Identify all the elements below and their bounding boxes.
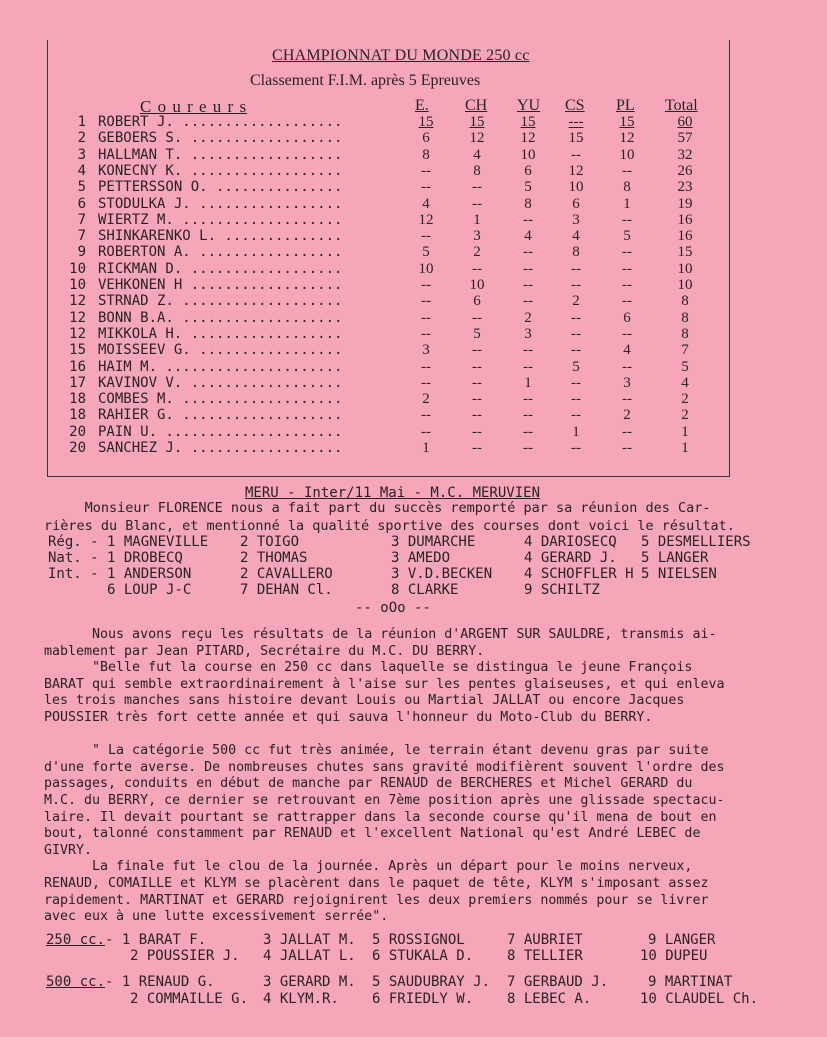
pl-cell: -- bbox=[622, 244, 632, 261]
rider-name-cell: RICKMAN D. .................. bbox=[98, 260, 343, 277]
report-line: laire. Il devait pourtant se rattrapper dans la seconde course qu'il mena de bout en bbox=[44, 809, 717, 825]
total-cell: 15 bbox=[677, 244, 693, 261]
yu-cell: 3 bbox=[524, 325, 532, 342]
cs-cell: 10 bbox=[568, 179, 584, 196]
rank-cell: 9 bbox=[77, 244, 86, 261]
table-row bbox=[0, 359, 827, 376]
cat500-r1-c3: 5 SAUDUBRAY J. bbox=[372, 974, 491, 990]
total-cell: 1 bbox=[681, 440, 689, 456]
cat250-r2-c1: 2 POUSSIER J. bbox=[130, 948, 240, 964]
total-cell: 1 bbox=[681, 423, 689, 440]
cat500-r1-c4: 7 GERBAUD J. bbox=[507, 974, 609, 990]
rank-cell: 18 bbox=[69, 391, 86, 408]
e-cell: -- bbox=[421, 423, 431, 440]
table-row bbox=[0, 261, 827, 278]
table-row bbox=[0, 391, 827, 408]
e-cell: -- bbox=[421, 179, 431, 196]
yu-cell: -- bbox=[523, 260, 533, 277]
meru-result-c4: 4 SCHOFFLER H bbox=[524, 566, 634, 582]
report-line: bout, talonné constamment par RENAUD et l'excellent National qu'est André LEBEC de bbox=[44, 826, 701, 842]
total-cell: 32 bbox=[677, 146, 693, 163]
header-ch: CH bbox=[465, 97, 488, 114]
rank-cell: 17 bbox=[69, 374, 86, 391]
rider-name-cell: SHINKARENKO L. .............. bbox=[98, 228, 343, 245]
total-cell: 5 bbox=[681, 358, 689, 375]
cat500-r2-c4: 8 LEBEC A. bbox=[507, 991, 592, 1007]
total-cell: 4 bbox=[681, 374, 689, 391]
pl-cell: -- bbox=[622, 440, 632, 456]
cs-cell: -- bbox=[571, 260, 581, 277]
meru-intro-2: rières du Blanc, et mentionné la qualité sportive des courses dont voici le résultat. bbox=[44, 518, 735, 534]
report-line: rapidement. MARTINAT et GERARD rejoignirent les deux premiers nommés pour se livrer bbox=[44, 892, 709, 908]
cs-cell: -- bbox=[571, 309, 581, 326]
cs-cell: -- bbox=[571, 146, 581, 163]
meru-result-c5: 5 NIELSEN bbox=[641, 566, 717, 582]
ch-cell: 8 bbox=[473, 162, 481, 179]
meru-result-c5: 5 LANGER bbox=[641, 550, 709, 566]
report-line: avec eux à une lutte excessivement serrée". bbox=[44, 909, 389, 925]
yu-cell: -- bbox=[523, 423, 533, 440]
report-line: RENAUD, COMAILLE et KLYM se placèrent dans le paquet de tête, KLYM s'imposant assez bbox=[44, 876, 709, 891]
cs-cell: 2 bbox=[572, 293, 580, 310]
ch-cell: -- bbox=[472, 358, 482, 375]
e-cell: 4 bbox=[422, 195, 430, 212]
rank-cell: 18 bbox=[69, 407, 86, 424]
total-cell: 16 bbox=[677, 228, 693, 245]
rider-name-cell: SANCHEZ J. .................. bbox=[98, 440, 343, 456]
total-cell: 2 bbox=[681, 407, 689, 424]
e-cell: -- bbox=[421, 374, 431, 391]
rank-cell: 3 bbox=[77, 146, 86, 163]
table-row bbox=[0, 147, 827, 164]
cs-cell: --- bbox=[568, 114, 584, 130]
rank-cell: 2 bbox=[77, 130, 86, 147]
total-cell: 8 bbox=[681, 325, 689, 342]
ch-cell: -- bbox=[472, 407, 482, 424]
yu-cell: 12 bbox=[520, 130, 536, 147]
yu-cell: 1 bbox=[524, 374, 532, 391]
rider-name-cell: MOISSEEV G. ................. bbox=[98, 342, 343, 359]
cs-cell: -- bbox=[571, 277, 581, 293]
cs-cell: 3 bbox=[572, 211, 580, 228]
rider-name-cell: COMBES M. ................... bbox=[98, 391, 343, 408]
ch-cell: -- bbox=[472, 309, 482, 326]
yu-cell: -- bbox=[523, 244, 533, 261]
meru-result-c3: 3 DUMARCHE bbox=[391, 534, 476, 550]
e-cell: 6 bbox=[422, 130, 430, 147]
rank-cell: 7 bbox=[77, 211, 86, 228]
report-line: La finale fut le clou de la journée. Après un départ pour le moins nerveux, bbox=[44, 859, 693, 875]
cat250-r1-c1: - 1 BARAT F. bbox=[105, 932, 207, 948]
table-row bbox=[0, 228, 827, 245]
total-cell: 7 bbox=[681, 342, 689, 359]
ch-cell: -- bbox=[472, 260, 482, 277]
yu-cell: 4 bbox=[524, 228, 532, 245]
e-cell: -- bbox=[421, 325, 431, 342]
meru-result-c3: 3 AMEDO bbox=[391, 550, 451, 566]
pl-cell: 5 bbox=[623, 228, 631, 245]
standings-title: CHAMPIONNAT DU MONDE 250 cc bbox=[272, 47, 530, 64]
ch-cell: 5 bbox=[473, 325, 481, 342]
total-cell: 8 bbox=[681, 293, 689, 310]
table-row bbox=[0, 212, 827, 229]
meru-result-label: Rég. - 1 MAGNEVILLE bbox=[48, 534, 209, 550]
e-cell: 3 bbox=[422, 342, 430, 359]
pl-cell: -- bbox=[622, 423, 632, 440]
rider-name-cell: MIKKOLA H. .................. bbox=[98, 325, 343, 342]
e-cell: -- bbox=[421, 293, 431, 310]
report-line: POUSSIER très fort cette année et qui sauva l'honneur du Moto-Club du BERRY. bbox=[44, 710, 653, 725]
yu-cell: -- bbox=[523, 342, 533, 359]
table-row bbox=[0, 440, 827, 457]
rider-name-cell: BONN B.A. ................... bbox=[98, 309, 343, 326]
table-row bbox=[0, 130, 827, 147]
ch-cell: -- bbox=[472, 195, 482, 212]
pl-cell: -- bbox=[622, 358, 632, 375]
cs-cell: -- bbox=[571, 440, 581, 456]
header-riders: C o u r e u r s bbox=[140, 97, 248, 116]
report-line: "Belle fut la course en 250 cc dans laquelle se distingua le jeune François bbox=[44, 660, 693, 676]
rank-cell: 5 bbox=[77, 179, 86, 196]
cat250-r1-c4: 7 AUBRIET bbox=[507, 932, 583, 948]
cs-cell: 5 bbox=[572, 358, 580, 375]
table-row bbox=[0, 375, 827, 392]
total-cell: 10 bbox=[677, 260, 693, 277]
table-row bbox=[0, 163, 827, 180]
meru-result-c2: 2 TOIGO bbox=[240, 534, 300, 550]
cat500-r2-c2: 4 KLYM.R. bbox=[263, 991, 339, 1007]
header-cs: CS bbox=[565, 97, 585, 114]
rider-name-cell: GEBOERS S. .................. bbox=[98, 130, 343, 147]
rank-cell: 12 bbox=[69, 309, 86, 326]
cat250-r1-c3: 5 ROSSIGNOL bbox=[372, 932, 465, 948]
cat250-r2-c3: 6 STUKALA D. bbox=[372, 948, 474, 964]
total-cell: 10 bbox=[677, 277, 693, 293]
rank-cell: 16 bbox=[69, 358, 86, 375]
ch-cell: 12 bbox=[469, 130, 485, 147]
ch-cell: 2 bbox=[473, 244, 481, 261]
pl-cell: 3 bbox=[623, 374, 631, 391]
cat500-r1-c1: - 1 RENAUD G. bbox=[105, 974, 215, 990]
total-cell: 26 bbox=[677, 162, 693, 179]
cat500-label: 500 cc. bbox=[46, 974, 106, 990]
e-cell: 12 bbox=[418, 211, 434, 228]
meru-result-c2: 7 DEHAN Cl. bbox=[240, 582, 333, 598]
ch-cell: 3 bbox=[473, 228, 481, 245]
cat250-r2-c5: 10 DUPEU bbox=[640, 948, 708, 964]
cs-cell: 8 bbox=[572, 244, 580, 261]
yu-cell: -- bbox=[523, 391, 533, 408]
cat500-r2-c5: 10 CLAUDEL Ch. bbox=[640, 991, 759, 1007]
cat250-r2-c2: 4 JALLAT L. bbox=[263, 948, 356, 964]
header-e: E. bbox=[415, 97, 429, 114]
ch-cell: -- bbox=[472, 391, 482, 408]
cs-cell: 6 bbox=[572, 195, 580, 212]
cs-cell: 4 bbox=[572, 228, 580, 245]
header-pl: PL bbox=[616, 97, 635, 114]
report-line: BARAT qui semble extraordinairement à l'aise sur les pentes glaiseuses, et qui enleva bbox=[44, 676, 725, 692]
e-cell: -- bbox=[421, 358, 431, 375]
rank-cell: 10 bbox=[69, 277, 86, 293]
meru-result-c2: 2 THOMAS bbox=[240, 550, 308, 566]
e-cell: 10 bbox=[418, 260, 434, 277]
e-cell: 1 bbox=[422, 440, 430, 456]
cs-cell: 15 bbox=[568, 130, 584, 147]
e-cell: 8 bbox=[422, 146, 430, 163]
table-row bbox=[0, 310, 827, 327]
total-cell: 2 bbox=[681, 391, 689, 408]
pl-cell: 2 bbox=[623, 407, 631, 424]
pl-cell: 12 bbox=[619, 130, 635, 147]
cs-cell: 12 bbox=[568, 162, 584, 179]
e-cell: 5 bbox=[422, 244, 430, 261]
yu-cell: -- bbox=[523, 358, 533, 375]
rank-cell: 4 bbox=[77, 162, 86, 179]
meru-result-c2: 2 CAVALLERO bbox=[240, 566, 333, 582]
yu-cell: -- bbox=[523, 277, 533, 293]
pl-cell: 10 bbox=[619, 146, 635, 163]
yu-cell: 8 bbox=[524, 195, 532, 212]
e-cell: -- bbox=[421, 309, 431, 326]
ch-cell: -- bbox=[472, 179, 482, 196]
table-row bbox=[0, 293, 827, 310]
cs-cell: -- bbox=[571, 391, 581, 408]
pl-cell: 15 bbox=[619, 114, 635, 130]
pl-cell: -- bbox=[622, 211, 632, 228]
cat250-label: 250 cc. bbox=[46, 932, 106, 948]
pl-cell: -- bbox=[622, 162, 632, 179]
rider-name-cell: KAVINOV V. .................. bbox=[98, 374, 343, 391]
pl-cell: -- bbox=[622, 260, 632, 277]
pl-cell: -- bbox=[622, 391, 632, 408]
rider-name-cell: STRNAD Z. ................... bbox=[98, 293, 343, 310]
total-cell: 16 bbox=[677, 211, 693, 228]
cs-cell: -- bbox=[571, 342, 581, 359]
rider-name-cell: WIERTZ M. ................... bbox=[98, 211, 343, 228]
report-line: les trois manches sans histoire devant Louis ou Martial JALLAT ou encore Jacques bbox=[44, 693, 685, 709]
yu-cell: 15 bbox=[520, 114, 536, 130]
yu-cell: 2 bbox=[524, 309, 532, 326]
meru-title: MERU - Inter/11 Mai - M.C. MERUVIEN bbox=[245, 485, 541, 501]
rank-cell: 20 bbox=[69, 440, 86, 456]
report-line: M.C. du BERRY, ce dernier se retrouvant en 7ème position après une glissade spectacu- bbox=[44, 793, 725, 808]
table-row bbox=[0, 277, 827, 294]
e-cell: -- bbox=[421, 228, 431, 245]
rider-name-cell: VEHKONEN H .................. bbox=[98, 277, 343, 293]
header-yu: YU bbox=[517, 97, 541, 114]
e-cell: -- bbox=[421, 162, 431, 179]
cat250-r2-c4: 8 TELLIER bbox=[507, 948, 583, 964]
rank-cell: 15 bbox=[69, 342, 86, 359]
rank-cell: 10 bbox=[69, 260, 86, 277]
meru-result-label: 6 LOUP J-C bbox=[48, 582, 192, 598]
rank-cell: 6 bbox=[77, 195, 86, 212]
total-cell: 19 bbox=[677, 195, 693, 212]
cs-cell: 1 bbox=[572, 423, 580, 440]
yu-cell: 10 bbox=[520, 146, 536, 163]
report-line: d'une forte averse. De nombreuses chutes sans gravité modifièrent souvent l'ordre des bbox=[44, 759, 725, 775]
cs-cell: -- bbox=[571, 325, 581, 342]
report-line: Nous avons reçu les résultats de la réunion d'ARGENT SUR SAULDRE, transmis ai- bbox=[44, 627, 717, 642]
ch-cell: 1 bbox=[473, 211, 481, 228]
report-line: mablement par Jean PITARD, Secrétaire du M.C. DU BERRY. bbox=[44, 643, 485, 659]
rider-name-cell: HAIM M. ..................... bbox=[98, 358, 343, 375]
yu-cell: -- bbox=[523, 407, 533, 424]
cs-cell: -- bbox=[571, 374, 581, 391]
total-cell: 57 bbox=[677, 130, 693, 147]
rider-name-cell: PETTERSSON O. ............... bbox=[98, 179, 343, 196]
rank-cell: 7 bbox=[77, 228, 86, 245]
rider-name-cell: RAHIER G. ................... bbox=[98, 407, 343, 424]
separator: -- oOo -- bbox=[355, 600, 431, 616]
report-line: " La catégorie 500 cc fut très animée, le terrain étant devenu gras par suite bbox=[44, 743, 709, 759]
rank-cell: 20 bbox=[69, 423, 86, 440]
rider-name-cell: HALLMAN T. .................. bbox=[98, 146, 343, 163]
pl-cell: 8 bbox=[623, 179, 631, 196]
total-cell: 60 bbox=[677, 114, 693, 130]
cat500-r2-c3: 6 FRIEDLY W. bbox=[372, 991, 474, 1007]
total-cell: 23 bbox=[677, 179, 693, 196]
rank-cell: 12 bbox=[69, 293, 86, 310]
table-row bbox=[0, 196, 827, 213]
table-row bbox=[0, 326, 827, 343]
meru-result-c5: 5 DESMELLIERS bbox=[641, 534, 751, 550]
table-row bbox=[0, 407, 827, 424]
cat500-r1-c5: 9 MARTINAT bbox=[648, 974, 733, 990]
yu-cell: 6 bbox=[524, 162, 532, 179]
e-cell: 2 bbox=[422, 391, 430, 408]
table-row bbox=[0, 179, 827, 196]
rider-name-cell: ROBERTON A. ................. bbox=[98, 244, 343, 261]
ch-cell: -- bbox=[472, 374, 482, 391]
meru-result-c4: 4 DARIOSECQ bbox=[524, 534, 617, 550]
e-cell: -- bbox=[421, 407, 431, 424]
pl-cell: -- bbox=[622, 293, 632, 310]
table-row bbox=[0, 244, 827, 261]
rank-cell: 1 bbox=[77, 114, 86, 130]
e-cell: -- bbox=[421, 277, 431, 293]
rider-name-cell: ROBERT J. ................... bbox=[98, 114, 343, 130]
ch-cell: -- bbox=[472, 440, 482, 456]
cat500-r1-c2: 3 GERARD M. bbox=[263, 974, 356, 990]
meru-result-c3: 3 V.D.BECKEN bbox=[391, 566, 493, 582]
pl-cell: 4 bbox=[623, 342, 631, 359]
table-row bbox=[0, 114, 827, 131]
meru-intro-1: Monsieur FLORENCE nous a fait part du succès remporté par sa réunion des Car- bbox=[44, 500, 711, 516]
header-total: Total bbox=[665, 97, 698, 114]
total-cell: 8 bbox=[681, 309, 689, 326]
report-line: passages, conduits en début de manche par RENAUD de BERCHERES et Michel GERARD du bbox=[44, 776, 693, 792]
meru-result-c3: 8 CLARKE bbox=[391, 582, 459, 598]
cat250-r1-c2: 3 JALLAT M. bbox=[263, 932, 356, 948]
meru-result-label: Int. - 1 ANDERSON bbox=[48, 566, 192, 582]
ch-cell: 4 bbox=[473, 146, 481, 163]
rider-name-cell: STODULKA J. ................. bbox=[98, 195, 343, 212]
cat250-r1-c5: 9 LANGER bbox=[648, 932, 716, 948]
pl-cell: 6 bbox=[623, 309, 631, 326]
rank-cell: 12 bbox=[69, 325, 86, 342]
rider-name-cell: PAIN U. ..................... bbox=[98, 423, 343, 440]
e-cell: 15 bbox=[418, 114, 434, 130]
ch-cell: -- bbox=[472, 423, 482, 440]
yu-cell: 5 bbox=[524, 179, 532, 196]
pl-cell: -- bbox=[622, 325, 632, 342]
table-row bbox=[0, 424, 827, 441]
ch-cell: -- bbox=[472, 342, 482, 359]
yu-cell: -- bbox=[523, 211, 533, 228]
report-line: GIVRY. bbox=[44, 842, 93, 858]
table-row bbox=[0, 342, 827, 359]
pl-cell: -- bbox=[622, 277, 632, 293]
pl-cell: 1 bbox=[623, 195, 631, 212]
yu-cell: -- bbox=[523, 440, 533, 456]
rider-name-cell: KONECNY K. .................. bbox=[98, 162, 343, 179]
ch-cell: 6 bbox=[473, 293, 481, 310]
standings-subtitle: Classement F.I.M. après 5 Epreuves bbox=[250, 72, 481, 89]
meru-result-label: Nat. - 1 DROBECQ bbox=[48, 550, 183, 566]
meru-result-c4: 9 SCHILTZ bbox=[524, 582, 600, 598]
cs-cell: -- bbox=[571, 407, 581, 424]
ch-cell: 15 bbox=[469, 114, 485, 130]
yu-cell: -- bbox=[523, 293, 533, 310]
ch-cell: 10 bbox=[469, 277, 485, 293]
meru-result-c4: 4 GERARD J. bbox=[524, 550, 617, 566]
cat500-r2-c1: 2 COMMAILLE G. bbox=[130, 991, 249, 1007]
